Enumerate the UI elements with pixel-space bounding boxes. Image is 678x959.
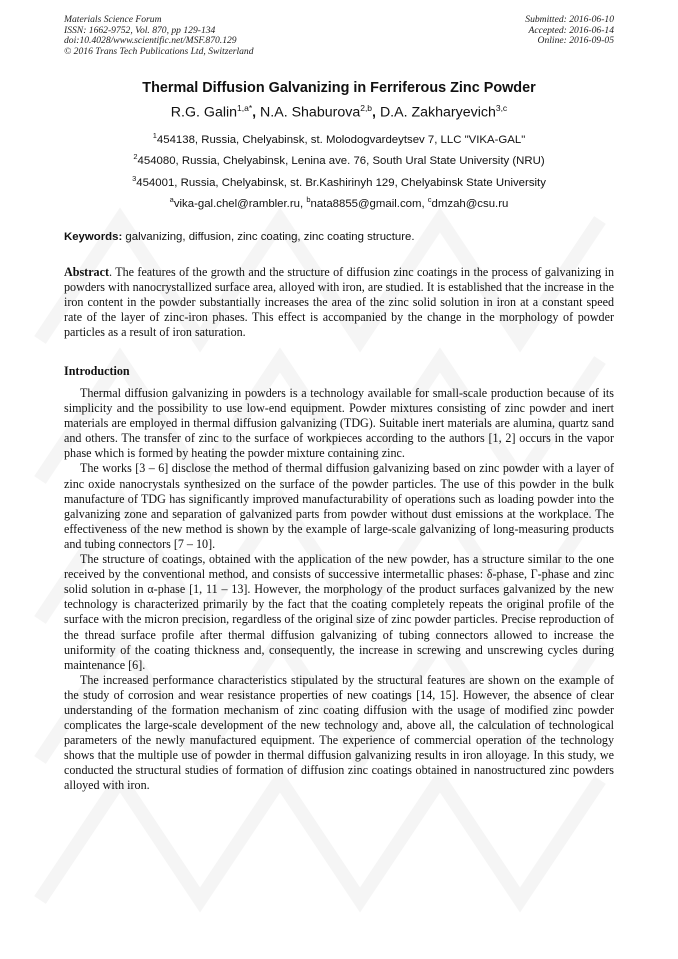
- email-address: vika-gal.chel@rambler.ru,: [173, 197, 307, 210]
- affiliation-3: [0, 174, 678, 189]
- journal-name: Materials Science Forum: [64, 14, 162, 25]
- affiliation-mark: 2: [133, 152, 138, 161]
- introduction-body: [64, 386, 614, 794]
- affiliation-text: 454080, Russia, Chelyabinsk, Lenina ave. 76, South Ural State University (NRU): [137, 154, 545, 167]
- email-line: [0, 195, 678, 210]
- section-heading-introduction: Introduction: [64, 364, 130, 378]
- affiliation-1: [0, 131, 678, 146]
- paper-title: Thermal Diffusion Galvanizing in Ferriferous Zinc Powder: [142, 80, 536, 96]
- author-separator: ,: [372, 104, 380, 121]
- accepted-date: Accepted: 2016-06-14: [528, 24, 614, 36]
- author-separator: ,: [252, 104, 261, 121]
- author-name: D.A. Zakharyevich: [379, 104, 496, 121]
- submitted-date: Submitted: 2016-06-10: [525, 14, 614, 25]
- publication-header: [64, 15, 254, 57]
- abstract: [64, 265, 614, 340]
- affiliation-text: 454001, Russia, Chelyabinsk, st. Br.Kashirinyh 129, Chelyabinsk State University: [136, 176, 546, 189]
- author-list: [0, 103, 678, 121]
- paragraph: Thermal diffusion galvanizing in powders is a technology available for small-scale production because of its simplicity and the possibility to use low-end equipment. Powder mixtures consisting of zinc powder and inert materials are employed in thermal diffusion galvanizing (TDG). Suitable inert materials are alumina, quartz sand and others. The transfer of zinc to the surface of workpieces according to the authors [1, 2] occurs in the vapor phase which is formed by heating the powder mixture containing zinc.: [64, 386, 614, 461]
- issn-line: ISSN: 1662-9752, Vol. 870, pp 129-134: [64, 24, 216, 36]
- publication-dates: [525, 15, 614, 47]
- affiliation-text: 454138, Russia, Chelyabinsk, st. Molodogvardeytsev 7, LLC "VIKA-GAL": [156, 133, 526, 146]
- author-affiliation-mark: 3,c: [495, 103, 508, 113]
- author-affiliation-mark: 2,b: [360, 103, 373, 113]
- email-mark: a: [169, 195, 174, 204]
- keywords-text: galvanizing, diffusion, zinc coating, zinc coating structure.: [122, 231, 415, 243]
- copyright-line: © 2016 Trans Tech Publications Ltd, Switzerland: [64, 45, 254, 57]
- doi-line: doi:10.4028/www.scientific.net/MSF.870.129: [64, 35, 237, 47]
- abstract-label: Abstract: [64, 265, 110, 279]
- paragraph: The increased performance characteristics stipulated by the structural features are shown on the example of the study of corrosion and wear resistance properties of new coatings [14, 15]. However, the absence of clear understanding of the formation mechanism of zinc coating diffusion with the usage of modified zinc powder complicates the large-scale development of the new technology and, above all, the calculation of technological parameters of the newly manufactured equipment. The experience of commercial operation of the technology shows that the multiple use of powder in thermal diffusion galvanizing results in iron alloyage. In this study, we conducted the structural studies of formation of diffusion zinc coatings obtained in nanostructured zinc powders alloyed with iron.: [64, 672, 614, 793]
- paragraph: The works [3 – 6] disclose the method of thermal diffusion galvanizing based on zinc powder with a layer of zinc oxide nanocrystals synthesized on the surface of the powder particles. The use of this powder in the bulk manufacture of TDG has significantly improved manufacturability of operations such as loading powder into the galvanizing zone and separation of galvanized parts from powder without dust emissions at the workplace. The effectiveness of the new method is shown by the example of large-scale galvanizing of long-measuring products and tubing connectors [7 – 10].: [64, 461, 614, 551]
- author-affiliation-mark: 1,a*: [237, 103, 253, 113]
- author-name: R.G. Galin: [170, 104, 238, 121]
- abstract-text: . The features of the growth and the structure of diffusion zinc coatings in the process of galvanizing in powders with nanocrystallized surface area, alloyed with iron, are studied. It is established that the increase in the iron content in the powder substantially increases the area of the zinc solid solution in iron at a constant speed rate of the layer of zinc-iron phases. This effect is accompanied by the change in the morphology of powder particles as a result of iron saturation.: [64, 265, 614, 340]
- online-date: Online: 2016-09-05: [537, 35, 614, 47]
- email-mark: c: [427, 195, 432, 204]
- affiliation-mark: 1: [152, 131, 157, 140]
- keywords: [64, 231, 415, 243]
- author-name: N.A. Shaburova: [260, 104, 361, 121]
- email-address: nata8855@gmail.com,: [310, 197, 428, 210]
- paragraph: The structure of coatings, obtained with the application of the new powder, has a structure similar to the one received by the conventional method, and consists of successive intermetallic phases: δ-phase, Γ-phase and zinc solid solution in α-phase [1, 11 – 13]. However, the morphology of the product surfaces galvanized by the new technology is characterized primarily by the fact that the coating completely repeats the original profile of the surface with the micron precision, regardless of the original size of zinc powder particles. Precise reproduction of the thread surface profile after thermal diffusion galvanizing of tubing connectors allowed to increase the uniformity of the coating thickness and, consequently, the increase in screwing and unscrewing cycles during maintenance [6].: [64, 552, 614, 672]
- email-address: dmzah@csu.ru: [431, 197, 509, 210]
- email-mark: b: [306, 195, 311, 204]
- keywords-label: Keywords:: [64, 231, 123, 243]
- affiliation-mark: 3: [132, 174, 137, 183]
- affiliation-2: [0, 152, 678, 167]
